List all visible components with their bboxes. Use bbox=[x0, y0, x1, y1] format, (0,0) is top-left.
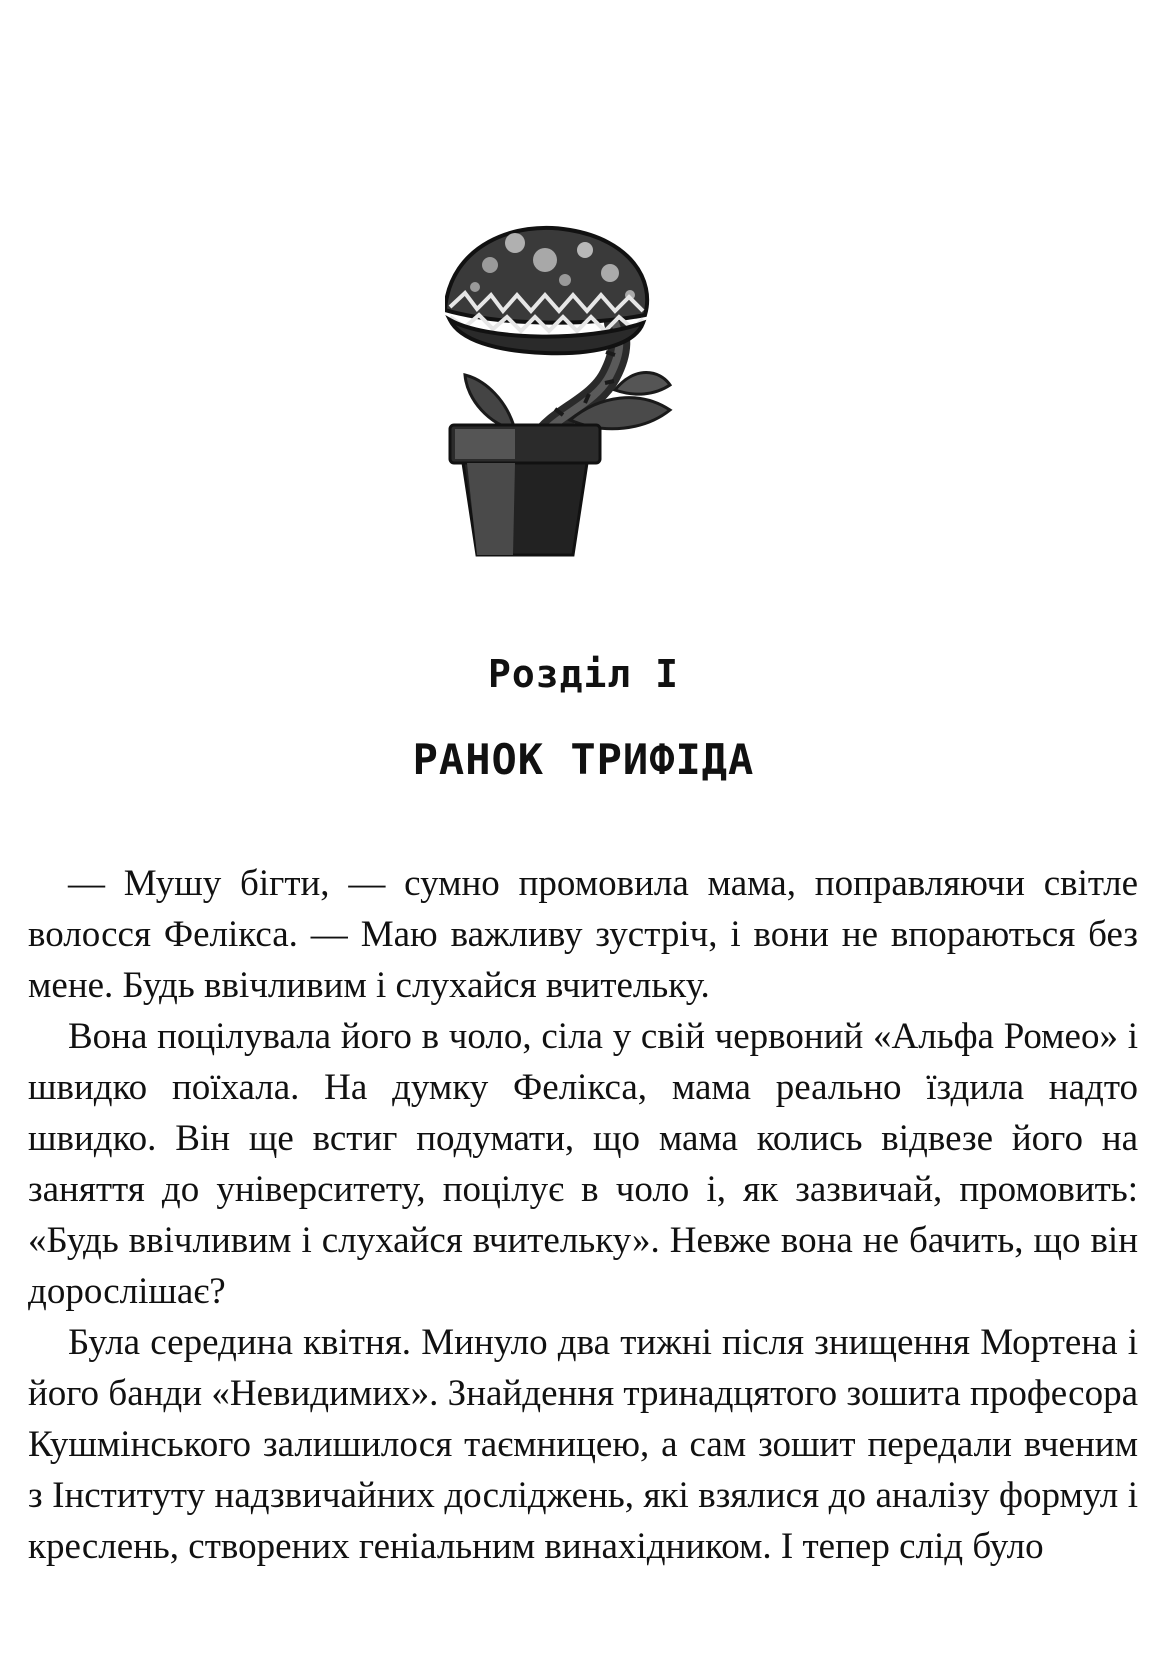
paragraph: — Мушу бігти, — сумно промовила мама, поправляючи світле волосся Фелікса. — Маю важливу зустріч, і вони не впораються без мене. Будь ввічливим і слухайся вчительку. bbox=[28, 863, 1138, 1006]
paragraph: Була середина квітня. Минуло два тижні після знищення Мортена і його банди «Невидимих». Знайдення тринадцятого зошита професора Кушмінського залишилося таємницею, а сам зошит передали вченим з Інституту надзвичайних досліджень, які взялися до аналізу формул і креслень, створених геніальним винахідником. І тепер слід було bbox=[28, 1322, 1138, 1567]
chapter-title: РАНОК ТРИФІДА bbox=[412, 735, 755, 784]
carnivorous-plant-icon bbox=[445, 225, 725, 565]
chapter-label: Розділ І bbox=[487, 652, 680, 696]
paragraph: Вона поцілувала його в чоло, сіла у свій червоний «Альфа Ромео» і швидко поїхала. На думку Фелікса, мама реально їздила надто швидко. Він ще встиг подумати, що мама колись відвезе його на заняття до університету, поцілує в чоло і, як зазвичай, промовить: «Будь ввічливим і слухайся вчительку». Невже вона не бачить, що він дорослішає? bbox=[28, 1016, 1138, 1312]
body-text bbox=[28, 858, 1138, 1572]
